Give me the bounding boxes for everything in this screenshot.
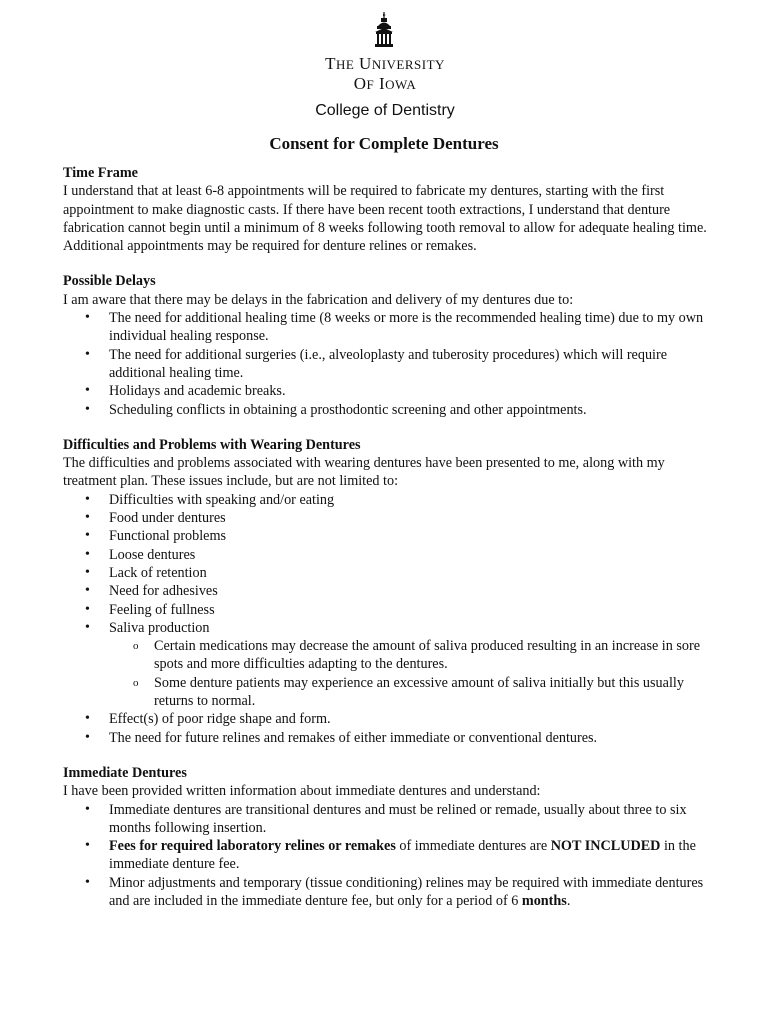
list-item: • Loose dentures xyxy=(63,546,713,564)
difficulties-list xyxy=(63,491,713,637)
item-text: . xyxy=(566,892,571,909)
emphasis-text: Fees for required laboratory relines or remakes xyxy=(109,838,396,855)
list-item: • The need for additional healing time (8 weeks or more is the recommended healing time) due to my own individual healing response. xyxy=(63,309,713,346)
old-capitol-building-icon xyxy=(373,12,397,48)
delays-list xyxy=(63,309,713,419)
list-item: • Lack of retention xyxy=(63,564,713,582)
section-intro: I have been provided written information about immediate dentures and understand: xyxy=(63,783,541,800)
list-item: • Difficulties with speaking and/or eating xyxy=(63,491,713,509)
list-item xyxy=(63,619,713,637)
section-text: I understand that at least 6-8 appointments will be required to fabricate my dentures, starting with the first appointment to make diagnostic casts. If there have been recent tooth extractions, I understand that denture fabrication cannot begin until a minimum of 8 weeks following tooth removal to allow for adequate healing time. Additional appointments may be required for denture relines or remakes. xyxy=(63,183,707,255)
list-item: • Food under dentures xyxy=(63,509,713,527)
list-item: • Effect(s) of poor ridge shape and form. xyxy=(63,710,713,728)
item-text: Minor adjustments and temporary (tissue conditioning) relines may be required with immediate dentures and are included in the immediate denture fee, but only for a period of 6 xyxy=(109,874,704,909)
sub-list-item: o Certain medications may decrease the amount of saliva produced resulting in an increase in sore spots and more difficulties adapting to the dentures. xyxy=(63,637,713,674)
list-item: • The need for additional surgeries (i.e., alveoloplasty and tuberosity procedures) which will require additional healing time. xyxy=(63,346,713,383)
emphasis-text: NOT INCLUDED xyxy=(550,838,661,855)
list-item xyxy=(63,874,713,911)
section-heading: Immediate Dentures xyxy=(63,764,187,781)
emphasis-text: months xyxy=(521,892,567,909)
section-time-frame xyxy=(63,164,713,255)
document-body xyxy=(63,164,713,927)
list-item: • Functional problems xyxy=(63,527,713,545)
list-item: • Need for adhesives xyxy=(63,582,713,600)
list-item: • Scheduling conflicts in obtaining a prosthodontic screening and other appointments. xyxy=(63,401,713,419)
college-name: College of Dentistry xyxy=(315,102,455,119)
list-item: • The need for future relines and remakes of either immediate or conventional dentures. xyxy=(63,729,713,747)
section-heading: Time Frame xyxy=(63,165,138,181)
section-heading: Difficulties and Problems with Wearing Dentures xyxy=(63,436,361,453)
saliva-item-label: Saliva production xyxy=(109,619,210,636)
university-name-line2: OF IOWA xyxy=(353,74,417,93)
section-difficulties xyxy=(63,436,713,747)
item-text: in the immediate denture fee. xyxy=(109,838,696,873)
immediate-list xyxy=(63,801,713,911)
university-logo xyxy=(300,12,470,120)
list-item: • Immediate dentures are transitional dentures and must be relined or remade, usually about three to six months following insertion. xyxy=(63,801,713,838)
section-immediate-dentures xyxy=(63,764,713,910)
list-item xyxy=(63,837,713,874)
list-item: • Holidays and academic breaks. xyxy=(63,382,713,400)
saliva-sublist xyxy=(63,637,713,710)
page-title: Consent for Complete Dentures xyxy=(269,134,499,153)
difficulties-list-continued xyxy=(63,710,713,747)
item-text: of immediate dentures are xyxy=(395,838,551,855)
section-possible-delays xyxy=(63,272,713,418)
sub-list-item: o Some denture patients may experience an excessive amount of saliva initially but this usually returns to normal. xyxy=(63,674,713,711)
section-intro: I am aware that there may be delays in the fabrication and delivery of my dentures due to: xyxy=(63,291,574,308)
list-item: • Feeling of fullness xyxy=(63,601,713,619)
section-heading: Possible Delays xyxy=(63,273,156,290)
section-intro: The difficulties and problems associated with wearing dentures have been presented to me, along with my treatment plan. These issues include, but are not limited to: xyxy=(63,455,665,490)
university-name-line1: THE UNIVERSITY xyxy=(325,54,445,73)
